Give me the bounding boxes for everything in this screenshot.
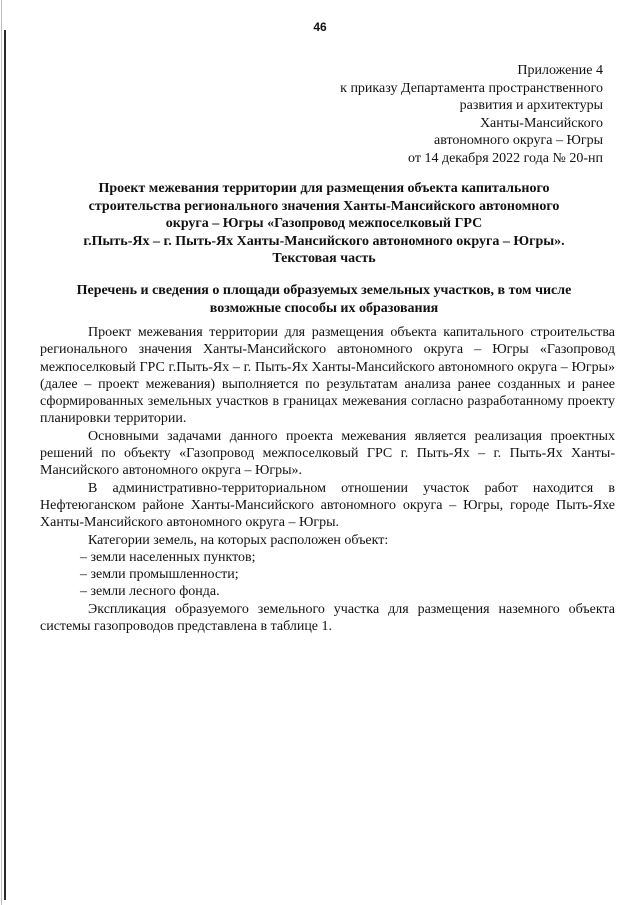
appendix-header xyxy=(243,62,603,168)
heading-line: Перечень и сведения о площади образуемых земельных участков, в том числе xyxy=(76,283,572,298)
scan-shadow-edge xyxy=(1,0,2,905)
list-item: – земли населенных пунктов; xyxy=(80,549,256,565)
paragraph: Проект межевания территории для размещения объекта капитального строительства регионального значения Ханты-Мансийского автономного округа – Югры «Газопровод межпоселковый ГРС г.Пыть-Ях – г. Пыть-Ях Ханты-Мансийского автономного округа – Югры» (далее – проект межевания) выполняется по результатам анализа ранее созданных и ранее сформированных земельных участков в границах межевания согласно разработанному проекту планировки территории. xyxy=(40,325,615,427)
paragraph: Основными задачами данного проекта межевания является реализация проектных решений по объекту «Газопровод межпоселковый ГРС г. Пыть-Ях – г. Пыть-Ях Ханты-Мансийского автономного округа – Югры». xyxy=(40,428,615,479)
title-line: Текстовая часть xyxy=(272,251,376,266)
appendix-line: Ханты-Мансийского xyxy=(479,115,603,131)
document-title xyxy=(40,180,608,268)
appendix-line: к приказу Департамента пространственного xyxy=(340,80,603,96)
scan-border-line xyxy=(4,30,6,900)
section-heading xyxy=(40,282,608,317)
appendix-line: Приложение 4 xyxy=(517,63,603,78)
title-line: строительства регионального значения Ханты-Мансийского автономного xyxy=(88,198,560,214)
appendix-line: развития и архитектуры xyxy=(459,98,603,114)
appendix-line: от 14 декабря 2022 года № 20-нп xyxy=(408,150,603,166)
title-line: Проект межевания территории для размещения объекта капитального xyxy=(98,181,550,196)
paragraph: В административно-территориальном отношении участок работ находится в Нефтеюганском районе Ханты-Мансийского автономного округа – Югры, городе Пыть-Яхе Ханты-Мансийского автономного округа – Югры. xyxy=(40,480,615,531)
list-item: – земли промышленности; xyxy=(80,567,239,583)
paragraph: Экспликация образуемого земельного участка для размещения наземного объекта системы газопроводов представлена в таблице 1. xyxy=(40,601,615,635)
page-number: 46 xyxy=(313,20,327,34)
title-line: округа – Югры «Газопровод межпоселковый ГРС xyxy=(165,216,483,231)
body-text xyxy=(40,324,615,635)
list-item: – земли лесного фонда. xyxy=(80,584,220,600)
heading-line: возможные способы их образования xyxy=(209,300,439,316)
paragraph: Категории земель, на которых расположен объект: xyxy=(88,532,389,548)
title-line: г.Пыть-Ях – г. Пыть-Ях Ханты-Мансийского автономного округа – Югры». xyxy=(83,233,565,249)
appendix-line: автономного округа – Югры xyxy=(434,133,603,149)
